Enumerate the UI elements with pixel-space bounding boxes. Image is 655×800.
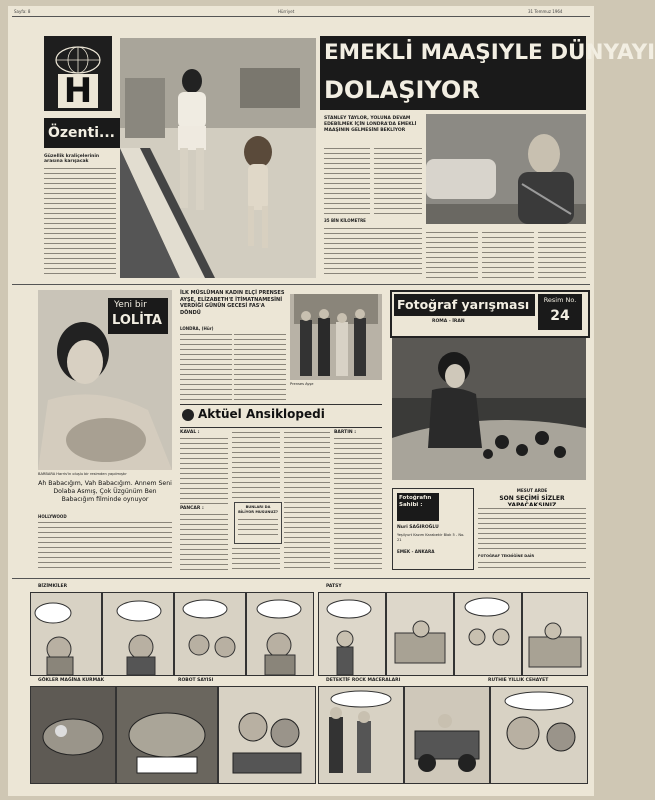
emekli-body-col5	[482, 230, 534, 278]
comic-art-3-3	[219, 687, 315, 783]
ozenti-title: Özenti...	[44, 118, 148, 148]
contest-photo-image	[392, 338, 586, 480]
lolita-title-line1: Yeni bir	[114, 300, 147, 310]
strip-patsy-title: PATSY	[326, 584, 342, 589]
section-rule-2	[12, 578, 590, 579]
contest-photo	[392, 338, 586, 480]
comic-panel-4-2	[404, 686, 490, 784]
ansiklopedi-body-col1b	[180, 512, 228, 570]
prenses-body-col2	[234, 332, 286, 400]
newspaper-name: Hürriyet	[278, 9, 295, 14]
emekli-headline-box	[320, 36, 655, 110]
lolita-body-lead: HOLLYWOOD	[38, 514, 67, 519]
h-logo-letter: H	[58, 74, 98, 108]
lolita-photo-caption: BARBARA Harris'in oluşlu bir resimden yapılmıştır	[38, 472, 127, 476]
comic-art-3-1	[31, 687, 115, 783]
fotograf-article-body	[478, 506, 586, 552]
ansiklopedi-body-col2b	[232, 546, 280, 570]
fotograf-article-title: SON SEÇİMİ SİZLER	[499, 495, 565, 502]
comic-art-4-1	[319, 687, 403, 783]
comic-panel-4-1	[318, 686, 404, 784]
strip-ruthie-title: RUTHIE YILLIK CEHAYET	[488, 678, 549, 683]
lolita-film-title	[38, 480, 172, 504]
newspaper-page	[8, 6, 655, 796]
resim-no-label: Resim No.	[543, 296, 577, 304]
strip-detektif-title: DETEKTİF ROCK MACERALARI	[326, 678, 401, 683]
fotograf-header	[390, 290, 590, 338]
ansiklopedi-body-col1	[180, 436, 228, 504]
comic-panel-2-2	[386, 592, 454, 676]
emekli-headline-line2: DOLAŞIYOR	[324, 76, 480, 104]
lolita-title-box	[108, 298, 168, 334]
comic-art-1-3	[175, 593, 245, 675]
h-logo-box	[44, 36, 112, 111]
comic-panel-1-3	[174, 592, 246, 676]
ozenti-body-text	[44, 166, 116, 276]
page-number: Sayfa: 8	[14, 9, 31, 14]
ansiklopedi-entry-bartin: BARTIN :	[334, 430, 357, 435]
emekli-body-col4	[426, 230, 478, 278]
emekli-body-col6	[538, 230, 586, 278]
ansiklopedi-header	[180, 404, 382, 428]
ansiklopedi-body-col2	[232, 430, 280, 500]
comic-art-1-2	[103, 593, 173, 675]
emekli-deck: STANLEY TAYLOR, YOLUNA DEVAM EDEBİLMEK İÇİN LONDRA'DA EMEKLİ MAAŞININ GELMESİNİ BEKLİYOR	[324, 116, 417, 133]
ansiklopedi-entry-kaval: KAVAL :	[180, 430, 200, 435]
comic-panel-3-1	[30, 686, 116, 784]
comic-art-2-1	[319, 593, 385, 675]
emekli-headline-line1: EMEKLİ MAAŞIYLE DÜNYAYI	[324, 40, 655, 65]
fotograf-subtitle: ROMA - İRAN	[432, 319, 465, 324]
comic-art-2-2	[387, 593, 453, 675]
emekli-body-col3	[324, 226, 422, 278]
comic-art-1-1	[31, 593, 101, 675]
resim-no-number: 24	[550, 308, 570, 324]
comic-panel-4-3	[490, 686, 588, 784]
bunlari-box-title: BUNLARI DA BİLİYOR MUSUNUZ?	[238, 505, 278, 514]
taylor-photo-image	[426, 114, 586, 224]
comic-panel-1-4	[246, 592, 314, 676]
prenses-ayse-photo	[290, 294, 382, 380]
resim-no-badge	[538, 294, 582, 330]
comic-panel-3-3	[218, 686, 316, 784]
lolita-film-suffix: filminde oynuyor	[96, 496, 149, 503]
prenses-body-col1	[180, 332, 232, 400]
emekli-subhead-1: 35 BİN KİLOMETRE	[324, 218, 366, 223]
strip-robot-title: ROBOT SAYISI	[178, 678, 214, 683]
lolita-title-line2: LOLİTA	[112, 313, 162, 328]
strip-gokler-title: GÖKLER MAĞİNA KURMAK	[38, 678, 105, 683]
prenses-dateline: LONDRA, (Hür)	[180, 326, 214, 331]
fotograf-byline: MESUT ARDE	[516, 488, 548, 493]
masthead-rule	[12, 16, 590, 17]
section-rule-1	[12, 284, 590, 285]
fotograf-footer: FOTOĞRAF TEKNİĞİNE DAİR	[478, 554, 535, 558]
lolita-body-text	[38, 520, 172, 570]
comic-art-2-3	[455, 593, 521, 675]
prenses-photo-caption: Prenses Ayşe	[290, 382, 314, 386]
photo-owner-name: Nuri SAĞIROĞLU	[397, 525, 439, 530]
prenses-headline: İLK MÜSLÜMAN KADIN ELÇİ PRENSES AYŞE, ELİZABETH'E İTİMATNAMESİNİ VERDİĞİ GÜNÜN GECESİ FAS'A DÖNDÜ	[180, 290, 285, 316]
comic-panel-2-3	[454, 592, 522, 676]
bunlari-biliyor-box	[234, 502, 282, 544]
ansiklopedi-body-col4	[334, 436, 382, 570]
photo-owner-title: Fotoğrafın Sahibi :	[397, 493, 439, 521]
stanley-taylor-photo	[426, 114, 586, 224]
comic-panel-1-2	[102, 592, 174, 676]
beach-children-photo	[120, 38, 316, 278]
comic-panel-3-2	[116, 686, 218, 784]
ansiklopedi-title: Aktüel Ansiklopedi	[198, 407, 325, 421]
emekli-body-col2	[374, 146, 422, 216]
encyclopedia-icon	[182, 409, 194, 421]
ansiklopedi-entry-pancar: PANCAR :	[180, 506, 204, 511]
lolita-film-name: Ah Babacığım, Vah Babacığım. Annem Seni Dolaba Asmış, Çok Üzgünüm Ben Babacığım	[38, 480, 172, 503]
prenses-photo-image	[290, 294, 382, 380]
ansiklopedi-body-col3	[284, 430, 330, 570]
emekli-body-col1	[324, 146, 370, 216]
issue-date: 31 Temmuz 1964	[528, 9, 563, 14]
comic-panel-2-1	[318, 592, 386, 676]
comic-panel-1-1	[30, 592, 102, 676]
beach-photo-image	[120, 38, 316, 278]
comic-art-3-2	[117, 687, 217, 783]
bunlari-box-text	[238, 517, 278, 539]
fotograf-title: Fotoğraf yarışması	[394, 294, 535, 316]
comic-art-4-2	[405, 687, 489, 783]
fotograf-footer-body	[478, 560, 586, 572]
photo-owner-city: EMEK - ANKARA	[397, 549, 435, 554]
photo-owner-box	[392, 488, 474, 570]
photo-owner-address: Yeşilyurt Kazım Karabekir Blok 5 - No. 21	[397, 533, 465, 542]
comic-panel-2-4	[522, 592, 588, 676]
ozenti-subtitle: Güzellik kraliçelerinin arasına karışacak	[44, 154, 100, 164]
barbara-harris-photo	[38, 290, 172, 470]
comic-art-2-4	[523, 593, 587, 675]
comic-art-4-3	[491, 687, 587, 783]
comic-art-1-4	[247, 593, 313, 675]
strip-bizimkiler-title: BİZİMKİLER	[38, 584, 68, 589]
